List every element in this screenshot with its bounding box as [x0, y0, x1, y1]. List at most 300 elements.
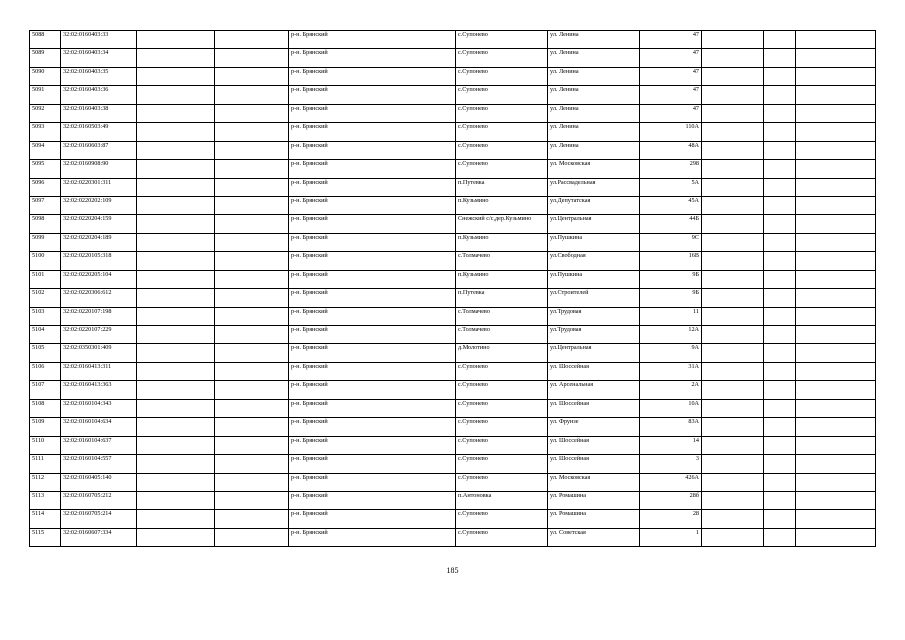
cadastral-number-cell: 32:02:0160705:212 [61, 491, 137, 509]
street-cell: ул.Центральная [548, 344, 640, 362]
house-number-cell: 44Б [640, 215, 702, 233]
house-number-cell: 9Б [640, 289, 702, 307]
cadastral-number-cell: 32:02:0220202:109 [61, 196, 137, 214]
table-row [30, 178, 876, 196]
street-cell: ул.Центральная [548, 215, 640, 233]
empty-cell [137, 455, 215, 473]
empty-cell [764, 344, 796, 362]
empty-cell [796, 381, 876, 399]
row-number-cell: 5105 [30, 344, 61, 362]
street-cell: ул. Ленина [548, 31, 640, 49]
row-number-cell: 5088 [30, 31, 61, 49]
district-cell: р-н. Брянский [289, 362, 456, 380]
empty-cell [796, 141, 876, 159]
empty-cell [702, 104, 764, 122]
locality-cell: с.Супонево [456, 141, 548, 159]
district-cell: р-н. Брянский [289, 307, 456, 325]
empty-cell [702, 49, 764, 67]
empty-cell [796, 418, 876, 436]
empty-cell [137, 104, 215, 122]
street-cell: ул.Свободная [548, 252, 640, 270]
empty-cell [137, 510, 215, 528]
empty-cell [215, 510, 289, 528]
empty-cell [796, 160, 876, 178]
cadastral-number-cell: 32:02:0160104:343 [61, 399, 137, 417]
empty-cell [764, 436, 796, 454]
house-number-cell: 5А [640, 178, 702, 196]
empty-cell [702, 215, 764, 233]
empty-cell [702, 455, 764, 473]
house-number-cell: 11 [640, 307, 702, 325]
row-number-cell: 5093 [30, 123, 61, 141]
district-cell: р-н. Брянский [289, 326, 456, 344]
table-row [30, 473, 876, 491]
empty-cell [215, 49, 289, 67]
empty-cell [702, 86, 764, 104]
street-cell: ул. Ленина [548, 86, 640, 104]
house-number-cell: 14 [640, 436, 702, 454]
empty-cell [137, 436, 215, 454]
cadastral-number-cell: 32:02:0220306:612 [61, 289, 137, 307]
table-row [30, 528, 876, 546]
empty-cell [764, 326, 796, 344]
house-number-cell: 1 [640, 528, 702, 546]
district-cell: р-н. Брянский [289, 196, 456, 214]
empty-cell [796, 49, 876, 67]
table-row [30, 123, 876, 141]
empty-cell [137, 270, 215, 288]
empty-cell [137, 123, 215, 141]
locality-cell: п.Антоновка [456, 491, 548, 509]
street-cell: ул. Фрунзе [548, 418, 640, 436]
table-row [30, 399, 876, 417]
empty-cell [796, 307, 876, 325]
empty-cell [137, 252, 215, 270]
district-cell: р-н. Брянский [289, 491, 456, 509]
table-row [30, 233, 876, 251]
cadastral-number-cell: 32:02:0160104:637 [61, 436, 137, 454]
row-number-cell: 5110 [30, 436, 61, 454]
locality-cell: с.Супонево [456, 528, 548, 546]
cadastral-number-cell: 32:02:0160403:35 [61, 67, 137, 85]
empty-cell [137, 67, 215, 85]
district-cell: р-н. Брянский [289, 49, 456, 67]
cadastral-number-cell: 32:02:0350301:409 [61, 344, 137, 362]
street-cell: ул. Ромашина [548, 510, 640, 528]
empty-cell [796, 491, 876, 509]
empty-cell [215, 455, 289, 473]
district-cell: р-н. Брянский [289, 178, 456, 196]
house-number-cell: 31А [640, 362, 702, 380]
cadastral-number-cell: 32:02:0220204:189 [61, 233, 137, 251]
cadastral-number-cell: 32:02:0160104:557 [61, 455, 137, 473]
row-number-cell: 5102 [30, 289, 61, 307]
empty-cell [764, 491, 796, 509]
house-number-cell: 3 [640, 455, 702, 473]
locality-cell: с.Супонево [456, 473, 548, 491]
empty-cell [702, 31, 764, 49]
empty-cell [764, 289, 796, 307]
locality-cell: п.Кузьмино [456, 270, 548, 288]
row-number-cell: 5107 [30, 381, 61, 399]
row-number-cell: 5090 [30, 67, 61, 85]
street-cell: ул. Ленина [548, 104, 640, 122]
street-cell: ул. Арсенальная [548, 381, 640, 399]
row-number-cell: 5113 [30, 491, 61, 509]
district-cell: р-н. Брянский [289, 31, 456, 49]
district-cell: р-н. Брянский [289, 86, 456, 104]
house-number-cell: 83А [640, 418, 702, 436]
district-cell: р-н. Брянский [289, 141, 456, 159]
empty-cell [702, 160, 764, 178]
row-number-cell: 5099 [30, 233, 61, 251]
empty-cell [796, 399, 876, 417]
empty-cell [764, 252, 796, 270]
district-cell: р-н. Брянский [289, 455, 456, 473]
empty-cell [215, 123, 289, 141]
page-number: 185 [446, 566, 459, 575]
empty-cell [764, 233, 796, 251]
cadastral-number-cell: 32:02:0160603:87 [61, 141, 137, 159]
empty-cell [215, 104, 289, 122]
empty-cell [796, 196, 876, 214]
district-cell: р-н. Брянский [289, 104, 456, 122]
row-number-cell: 5094 [30, 141, 61, 159]
empty-cell [764, 399, 796, 417]
row-number-cell: 5100 [30, 252, 61, 270]
house-number-cell: 47 [640, 86, 702, 104]
empty-cell [215, 31, 289, 49]
house-number-cell: 47 [640, 67, 702, 85]
empty-cell [215, 270, 289, 288]
cadastral-number-cell: 32:02:0160104:634 [61, 418, 137, 436]
locality-cell: д.Молотино [456, 344, 548, 362]
cadastral-number-cell: 32:02:0160405:140 [61, 473, 137, 491]
cadastral-number-cell: 32:02:0160607:334 [61, 528, 137, 546]
empty-cell [702, 344, 764, 362]
empty-cell [796, 67, 876, 85]
house-number-cell: 28 [640, 510, 702, 528]
empty-cell [702, 381, 764, 399]
house-number-cell: 9А [640, 344, 702, 362]
empty-cell [137, 381, 215, 399]
street-cell: ул.Трудовая [548, 326, 640, 344]
empty-cell [796, 104, 876, 122]
street-cell: ул. Советская [548, 528, 640, 546]
row-number-cell: 5115 [30, 528, 61, 546]
empty-cell [764, 528, 796, 546]
table-row [30, 289, 876, 307]
table-row [30, 344, 876, 362]
empty-cell [764, 215, 796, 233]
locality-cell: с.Супонево [456, 31, 548, 49]
empty-cell [137, 160, 215, 178]
cadastral-number-cell: 32:02:0160403:36 [61, 86, 137, 104]
table-row [30, 141, 876, 159]
empty-cell [137, 215, 215, 233]
empty-cell [796, 178, 876, 196]
district-cell: р-н. Брянский [289, 289, 456, 307]
empty-cell [764, 510, 796, 528]
cadastral-number-cell: 32:02:0160503:49 [61, 123, 137, 141]
empty-cell [764, 270, 796, 288]
empty-cell [702, 473, 764, 491]
locality-cell: с.Супонево [456, 436, 548, 454]
empty-cell [796, 528, 876, 546]
district-cell: р-н. Брянский [289, 123, 456, 141]
empty-cell [137, 326, 215, 344]
empty-cell [137, 49, 215, 67]
row-number-cell: 5112 [30, 473, 61, 491]
table-row [30, 196, 876, 214]
locality-cell: с.Супонево [456, 418, 548, 436]
district-cell: р-н. Брянский [289, 160, 456, 178]
empty-cell [702, 326, 764, 344]
empty-cell [764, 160, 796, 178]
street-cell: ул.Пушкина [548, 270, 640, 288]
empty-cell [215, 418, 289, 436]
table-row [30, 455, 876, 473]
empty-cell [796, 289, 876, 307]
cadastral-number-cell: 32:02:0220107:198 [61, 307, 137, 325]
table-row [30, 381, 876, 399]
table-row [30, 362, 876, 380]
empty-cell [796, 123, 876, 141]
row-number-cell: 5106 [30, 362, 61, 380]
empty-cell [764, 473, 796, 491]
house-number-cell: 28б [640, 491, 702, 509]
empty-cell [702, 196, 764, 214]
empty-cell [215, 381, 289, 399]
empty-cell [702, 289, 764, 307]
table-row [30, 436, 876, 454]
empty-cell [137, 86, 215, 104]
district-cell: р-н. Брянский [289, 473, 456, 491]
empty-cell [764, 455, 796, 473]
locality-cell: п.Кузьмино [456, 196, 548, 214]
empty-cell [796, 233, 876, 251]
empty-cell [764, 178, 796, 196]
district-cell: р-н. Брянский [289, 215, 456, 233]
row-number-cell: 5098 [30, 215, 61, 233]
empty-cell [137, 196, 215, 214]
street-cell: ул. Ленина [548, 123, 640, 141]
empty-cell [215, 196, 289, 214]
cadastral-number-cell: 32:02:0160403:34 [61, 49, 137, 67]
row-number-cell: 5095 [30, 160, 61, 178]
district-cell: р-н. Брянский [289, 252, 456, 270]
district-cell: р-н. Брянский [289, 418, 456, 436]
empty-cell [764, 307, 796, 325]
empty-cell [702, 233, 764, 251]
cadastral-number-cell: 32:02:0160403:33 [61, 31, 137, 49]
street-cell: ул. Шоссейная [548, 455, 640, 473]
empty-cell [764, 67, 796, 85]
street-cell: ул. Ленина [548, 49, 640, 67]
empty-cell [702, 67, 764, 85]
empty-cell [702, 418, 764, 436]
street-cell: ул.Рассвадельная [548, 178, 640, 196]
table-row [30, 307, 876, 325]
district-cell: р-н. Брянский [289, 436, 456, 454]
empty-cell [764, 141, 796, 159]
empty-cell [215, 178, 289, 196]
street-cell: ул.Строителей [548, 289, 640, 307]
table-row [30, 418, 876, 436]
empty-cell [764, 418, 796, 436]
empty-cell [215, 67, 289, 85]
cadastral-number-cell: 32:02:0220301:311 [61, 178, 137, 196]
cadastral-number-cell: 32:02:0160403:38 [61, 104, 137, 122]
locality-cell: п.Кузьмино [456, 233, 548, 251]
empty-cell [702, 141, 764, 159]
locality-cell: п.Путевка [456, 289, 548, 307]
district-cell: р-н. Брянский [289, 67, 456, 85]
house-number-cell: 9С [640, 233, 702, 251]
empty-cell [764, 123, 796, 141]
row-number-cell: 5089 [30, 49, 61, 67]
table-row [30, 49, 876, 67]
street-cell: ул.Депутатская [548, 196, 640, 214]
empty-cell [796, 510, 876, 528]
empty-cell [702, 178, 764, 196]
empty-cell [702, 123, 764, 141]
house-number-cell: 45А [640, 196, 702, 214]
table-row [30, 160, 876, 178]
empty-cell [796, 252, 876, 270]
empty-cell [215, 252, 289, 270]
table-row [30, 270, 876, 288]
locality-cell: с.Супонево [456, 381, 548, 399]
locality-cell: п.Путевка [456, 178, 548, 196]
empty-cell [702, 252, 764, 270]
street-cell: ул. Шоссейная [548, 436, 640, 454]
table-row [30, 510, 876, 528]
empty-cell [215, 233, 289, 251]
locality-cell: с.Супонево [456, 399, 548, 417]
house-number-cell: 47 [640, 104, 702, 122]
empty-cell [215, 528, 289, 546]
empty-cell [796, 270, 876, 288]
empty-cell [137, 289, 215, 307]
district-cell: р-н. Брянский [289, 233, 456, 251]
empty-cell [764, 86, 796, 104]
empty-cell [137, 233, 215, 251]
row-number-cell: 5109 [30, 418, 61, 436]
house-number-cell: 10А [640, 399, 702, 417]
empty-cell [796, 436, 876, 454]
street-cell: ул. Ленина [548, 67, 640, 85]
cadastral-number-cell: 32:02:0220105:318 [61, 252, 137, 270]
empty-cell [137, 344, 215, 362]
locality-cell: с.Супонево [456, 160, 548, 178]
empty-cell [137, 141, 215, 159]
table-row [30, 31, 876, 49]
locality-cell: с.Супонево [456, 362, 548, 380]
locality-cell: с.Толмачево [456, 307, 548, 325]
table-row [30, 86, 876, 104]
empty-cell [215, 436, 289, 454]
house-number-cell: 9Б [640, 270, 702, 288]
empty-cell [702, 528, 764, 546]
house-number-cell: 48А [640, 141, 702, 159]
cadastral-number-cell: 32:02:0160413:311 [61, 362, 137, 380]
street-cell: ул.Пушкина [548, 233, 640, 251]
empty-cell [796, 215, 876, 233]
empty-cell [702, 399, 764, 417]
empty-cell [702, 436, 764, 454]
cadastral-number-cell: 32:02:0160413:363 [61, 381, 137, 399]
table-row [30, 215, 876, 233]
cadastral-number-cell: 32:02:0220107:229 [61, 326, 137, 344]
cadastral-number-cell: 32:02:0160705:214 [61, 510, 137, 528]
locality-cell: с.Супонево [456, 510, 548, 528]
row-number-cell: 5101 [30, 270, 61, 288]
locality-cell: с.Супонево [456, 455, 548, 473]
street-cell: ул. Московская [548, 160, 640, 178]
table-row [30, 326, 876, 344]
empty-cell [764, 381, 796, 399]
empty-cell [137, 178, 215, 196]
empty-cell [215, 160, 289, 178]
row-number-cell: 5114 [30, 510, 61, 528]
locality-cell: с.Толмачево [456, 326, 548, 344]
street-cell: ул.Трудовая [548, 307, 640, 325]
empty-cell [796, 31, 876, 49]
empty-cell [215, 141, 289, 159]
empty-cell [215, 86, 289, 104]
table-row [30, 67, 876, 85]
house-number-cell: 110А [640, 123, 702, 141]
table-row [30, 104, 876, 122]
empty-cell [764, 104, 796, 122]
locality-cell: с.Супонево [456, 67, 548, 85]
empty-cell [215, 473, 289, 491]
empty-cell [215, 399, 289, 417]
empty-cell [796, 86, 876, 104]
empty-cell [215, 344, 289, 362]
empty-cell [796, 362, 876, 380]
house-number-cell: 12А [640, 326, 702, 344]
row-number-cell: 5103 [30, 307, 61, 325]
empty-cell [702, 491, 764, 509]
house-number-cell: 298 [640, 160, 702, 178]
house-number-cell: 47 [640, 31, 702, 49]
row-number-cell: 5111 [30, 455, 61, 473]
street-cell: ул. Шоссейная [548, 362, 640, 380]
table-row [30, 491, 876, 509]
empty-cell [215, 362, 289, 380]
district-cell: р-н. Брянский [289, 344, 456, 362]
house-number-cell: 2А [640, 381, 702, 399]
empty-cell [796, 326, 876, 344]
empty-cell [137, 399, 215, 417]
empty-cell [702, 510, 764, 528]
empty-cell [764, 49, 796, 67]
table-body [30, 31, 876, 547]
empty-cell [796, 344, 876, 362]
locality-cell: с.Толмачево [456, 252, 548, 270]
street-cell: ул. Ромашина [548, 491, 640, 509]
empty-cell [215, 289, 289, 307]
empty-cell [764, 362, 796, 380]
district-cell: р-н. Брянский [289, 510, 456, 528]
empty-cell [796, 473, 876, 491]
empty-cell [702, 362, 764, 380]
empty-cell [215, 326, 289, 344]
empty-cell [137, 473, 215, 491]
empty-cell [137, 418, 215, 436]
